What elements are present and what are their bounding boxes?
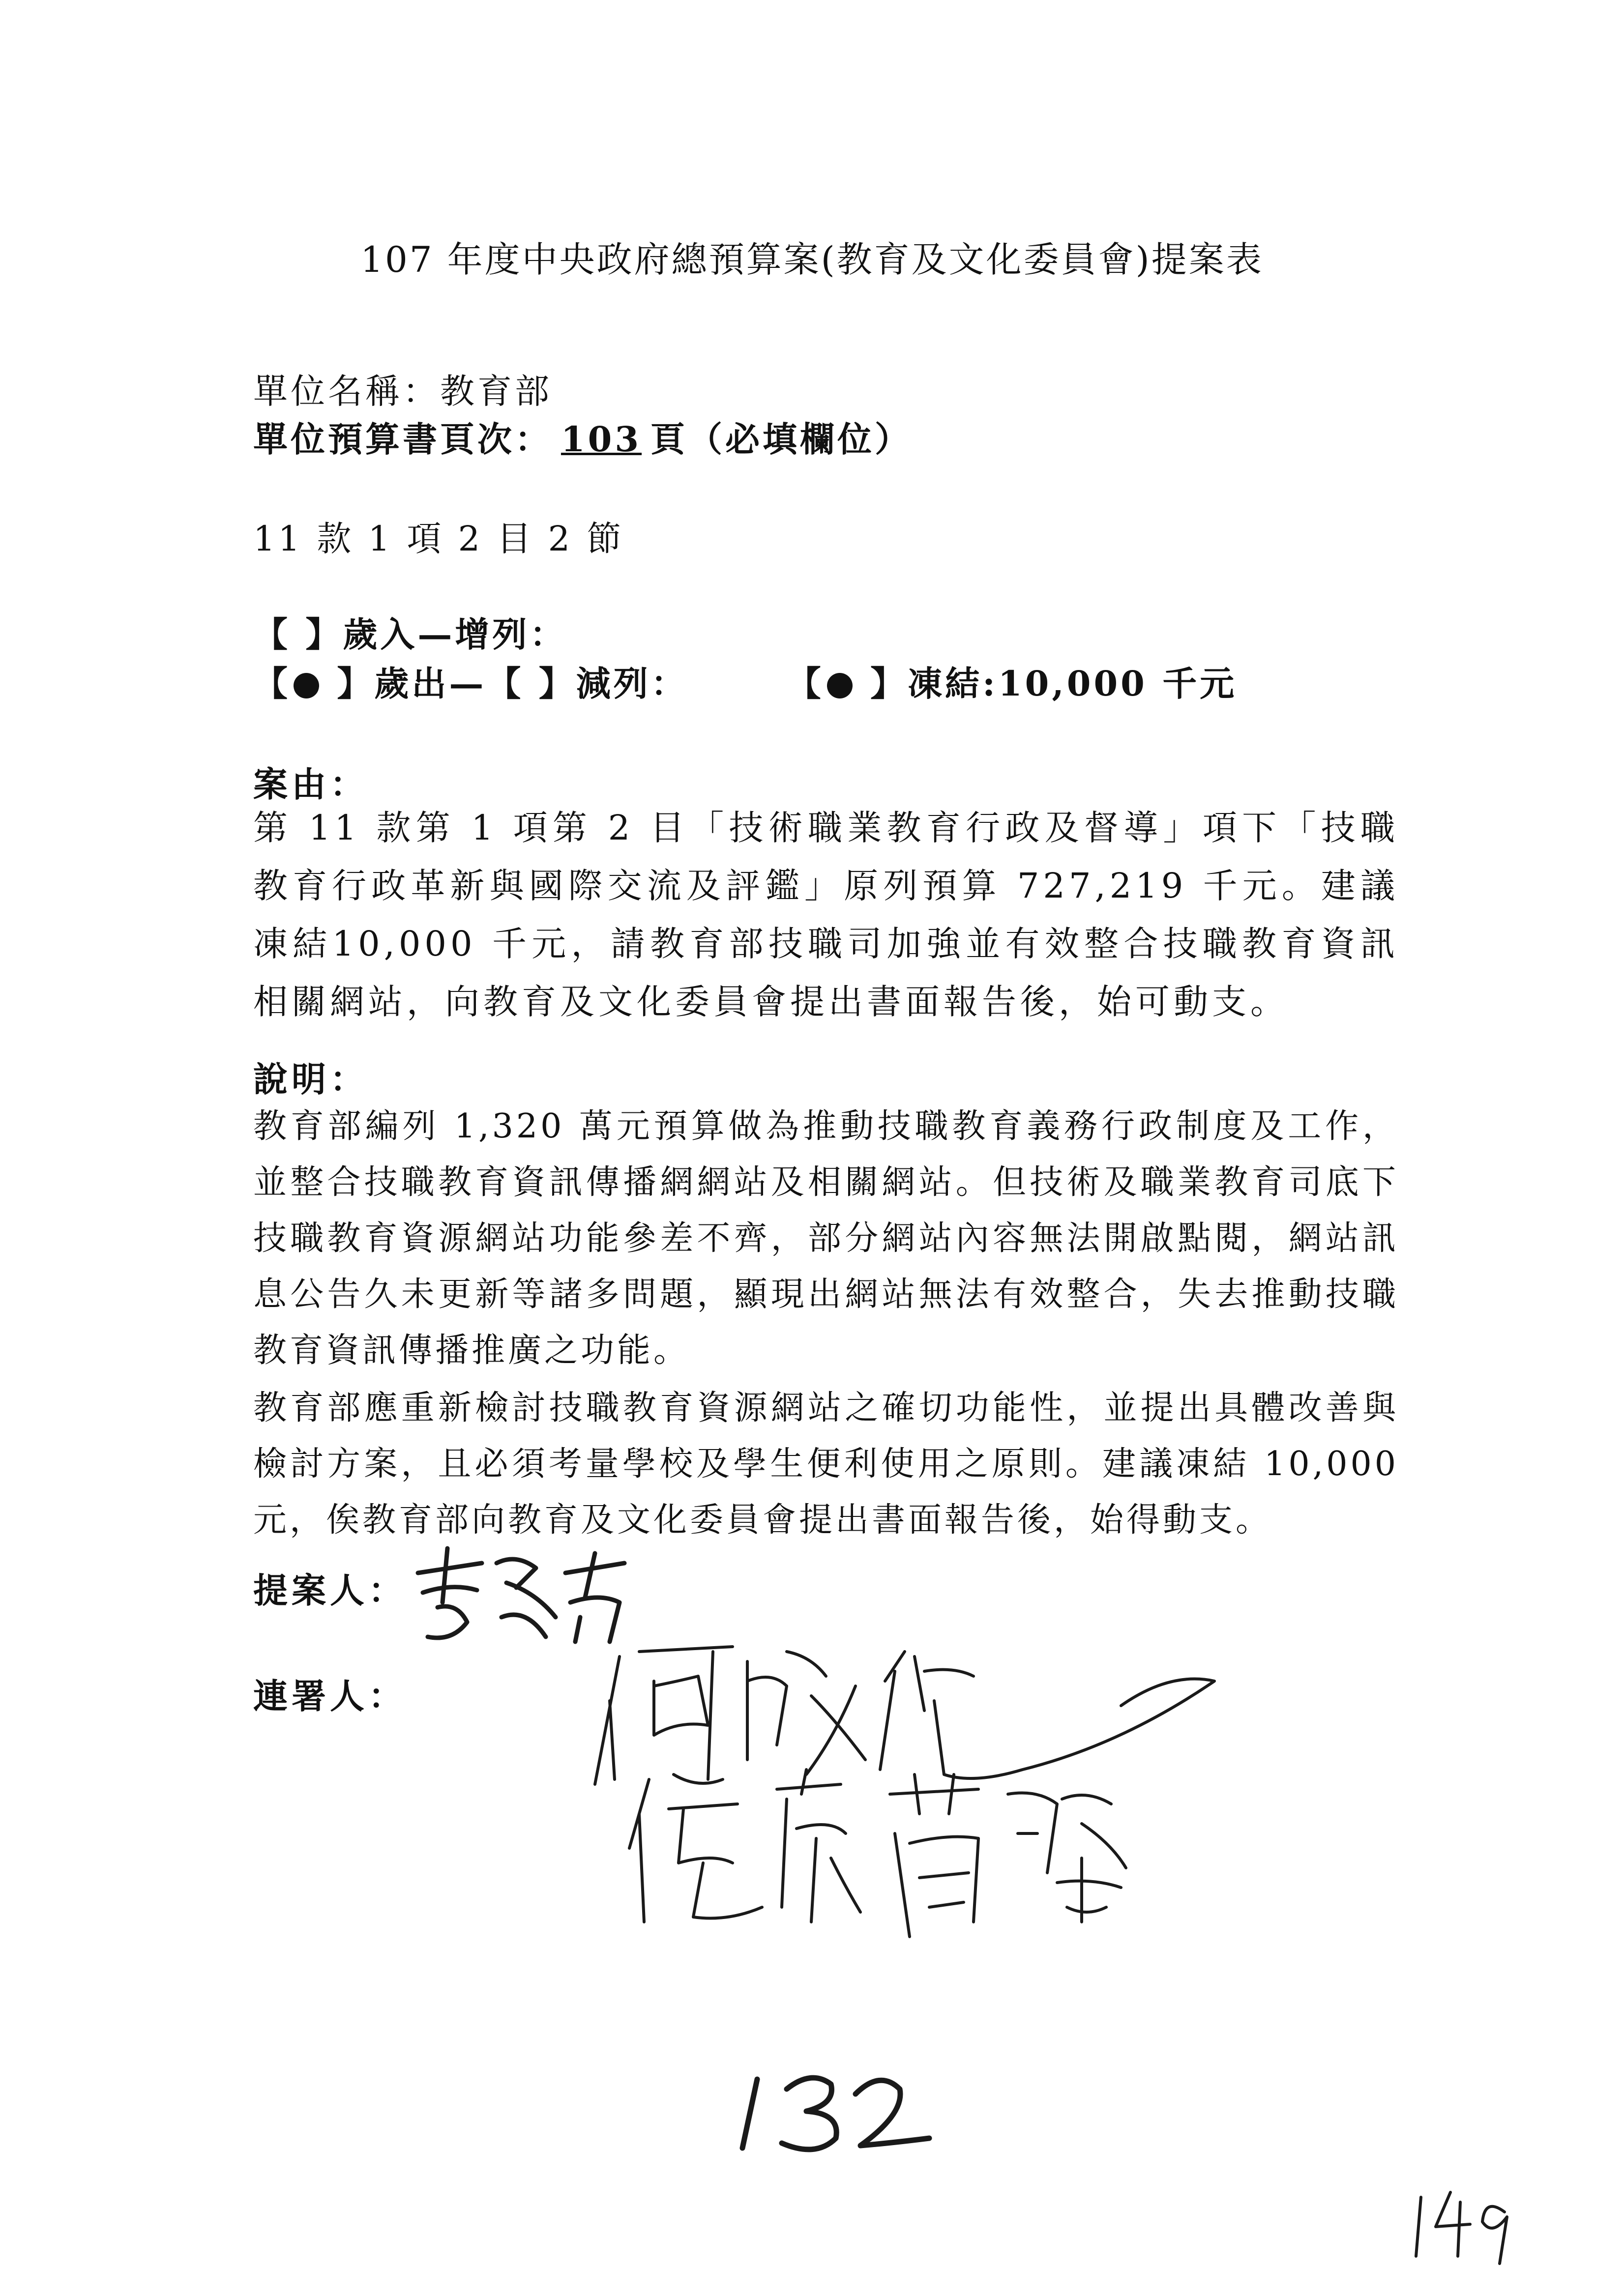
budget-page-number: 103 bbox=[561, 419, 642, 460]
revenue-text: 歲入—增列： bbox=[343, 614, 567, 655]
reduce-text: 減列： bbox=[576, 663, 688, 704]
reduce-bracket: 【 】 bbox=[486, 663, 576, 704]
bracket-close-1: 】 bbox=[322, 663, 375, 704]
proposer-label: 提案人： bbox=[253, 1570, 407, 1611]
filled-circle-icon bbox=[294, 673, 319, 698]
unit-name-row bbox=[253, 364, 552, 413]
bracket-open-3: 【 bbox=[786, 663, 824, 704]
unit-name-label: 單位名稱： bbox=[253, 371, 440, 411]
bracket-open-1: 【 bbox=[253, 663, 291, 704]
budget-page-row bbox=[253, 412, 912, 462]
expenditure-line bbox=[253, 656, 1237, 706]
revenue-bracket: 【 】 bbox=[253, 614, 343, 655]
budget-page-suffix: 頁（必填欄位） bbox=[650, 419, 912, 460]
handwritten-page-number bbox=[728, 2064, 934, 2158]
budget-page-label: 單位預算書頁次： bbox=[253, 419, 552, 460]
explanation-paragraph-2: 教育部應重新檢討技職教育資源網站之確切功能性，並提出具體改善與檢討方案，且必須考量學校及學生便利使用之原則。建議凍結 10,000 元，俟教育部向教育及文化委員會提出書面報告後，始得動支。 bbox=[253, 1389, 1399, 1540]
section-code: 11 款 1 項 2 目 2 節 bbox=[253, 519, 624, 559]
expenditure-text: 歲出— bbox=[374, 663, 487, 704]
reason-text: 第 11 款第 1 項第 2 目「技術職業教育行政及督導」項下「技職教育行政革新與國際交流及評鑑」原列預算 727,219 千元。建議凍結10,000 千元，請教育部技職司加強並有效整合技職教育資訊相關網站，向教育及文化委員會提出書面報告後，始可動支。 bbox=[253, 808, 1399, 1022]
reason-label: 案由： bbox=[253, 764, 368, 805]
handwritten-corner-number bbox=[1406, 2182, 1519, 2266]
unit-name-value: 教育部 bbox=[440, 371, 552, 411]
filled-circle-icon bbox=[827, 673, 853, 698]
cosigner-label: 連署人： bbox=[253, 1676, 407, 1716]
explanation-paragraph-1: 教育部編列 1,320 萬元預算做為推動技職教育義務行政制度及工作，並整合技職教育資訊傳播網網站及相關網站。但技術及職業教育司底下技職教育資源網站功能參差不齊，部分網站內容無法開啟點閱，網站訊息公告久未更新等諸多問題，顯現出網站無法有效整合，失去推動技職教育資訊傳播推廣之功能。 bbox=[253, 1107, 1399, 1370]
freeze-text: 凍結:10,000 千元 bbox=[908, 663, 1238, 704]
revenue-line bbox=[253, 607, 567, 657]
bracket-close-3: 】 bbox=[855, 663, 908, 704]
cosigner-signature-2 bbox=[615, 1760, 1254, 1966]
explanation-label: 說明： bbox=[253, 1059, 368, 1100]
form-title: 107 年度中央政府總預算案(教育及文化委員會)提案表 bbox=[360, 239, 1264, 280]
